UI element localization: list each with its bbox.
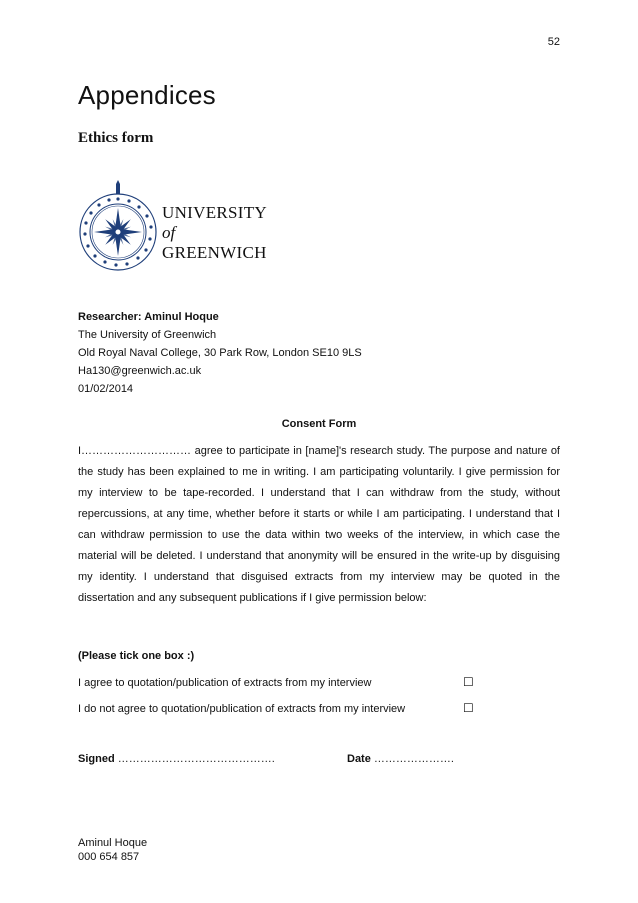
compass-seal-icon <box>78 180 158 272</box>
page-footer <box>78 836 147 864</box>
wordmark-line-2: of <box>162 223 176 242</box>
researcher-info <box>78 308 362 398</box>
university-wordmark <box>162 203 267 263</box>
agree-checkbox[interactable]: ☐ <box>463 675 474 689</box>
page-title: Appendices <box>78 80 216 110</box>
date-field <box>347 753 454 765</box>
wordmark-line-3: GREENWICH <box>162 243 267 262</box>
page-number: 52 <box>547 36 560 48</box>
option-disagree-label: I do not agree to quotation/publication of extracts from my interview <box>78 703 406 715</box>
footer-student-id: 000 654 857 <box>78 851 140 863</box>
signed-line[interactable]: ……………………………………. <box>117 753 275 765</box>
wordmark-line-1: UNIVERSITY <box>162 203 267 222</box>
researcher-name: Researcher: Aminul Hoque <box>78 311 219 323</box>
option-agree-label: I agree to quotation/publication of extracts from my interview <box>78 677 372 689</box>
option-disagree <box>78 703 560 715</box>
date-line[interactable]: …………………. <box>373 753 454 765</box>
consent-form-body: I………………………… agree to participate in [name]'s research study. The purpose and nature of the study has been explained to me in writing. I am participating voluntarily. I give permission for my interview to be tape-recorded. I understand that I can withdraw from the study, without repercussions, at any time, whether before it starts or while I am participating. I understand that I can withdraw permission to use the data within two weeks of the interview, in which case the material will be deleted. I understand that anonymity will be ensured in the write-up by disguising my identity. I understand that disguised extracts from my interview may be quoted in the dissertation and any subsequent publications if I give permission below: <box>78 445 560 604</box>
researcher-email: Ha130@greenwich.ac.uk <box>78 365 202 377</box>
signed-label: Signed <box>78 753 115 765</box>
signature-field <box>78 753 275 765</box>
researcher-institution: The University of Greenwich <box>78 329 217 341</box>
university-logo <box>78 180 278 272</box>
consent-form-title: Consent Form <box>281 418 357 430</box>
researcher-date: 01/02/2014 <box>78 383 134 395</box>
option-agree <box>78 677 560 689</box>
footer-author: Aminul Hoque <box>78 837 148 849</box>
date-label: Date <box>347 753 371 765</box>
tick-instruction: (Please tick one box :) <box>78 650 195 662</box>
researcher-address: Old Royal Naval College, 30 Park Row, London SE10 9LS <box>78 347 362 359</box>
section-heading: Ethics form <box>78 130 154 146</box>
disagree-checkbox[interactable]: ☐ <box>463 701 474 715</box>
